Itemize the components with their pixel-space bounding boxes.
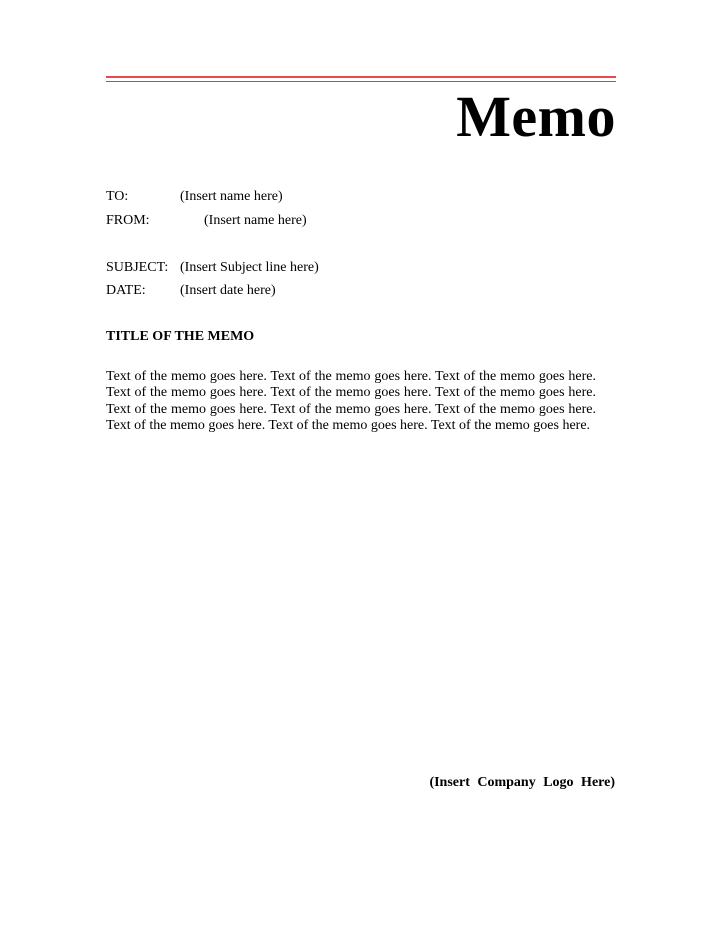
date-label: DATE:	[106, 283, 146, 298]
company-logo-placeholder: (Insert Company Logo Here)	[429, 775, 615, 790]
header-rule-top	[106, 76, 616, 78]
memo-heading: Memo	[456, 84, 616, 149]
memo-body-text: Text of the memo goes here. Text of the memo goes here. Text of the memo goes here. Text of the memo goes here. Text of the memo goes here. Text of the memo goes here. Text of the memo goes here. Text of the memo goes here. Text of the memo goes here. Text of the memo goes here. Text of the memo goes here. Text of the memo goes here.	[106, 369, 596, 433]
from-label: FROM:	[106, 213, 150, 228]
memo-title: TITLE OF THE MEMO	[106, 329, 255, 344]
subject-value: (Insert Subject line here)	[180, 260, 319, 275]
to-label: TO:	[106, 189, 129, 204]
from-value: (Insert name here)	[204, 213, 307, 228]
subject-label: SUBJECT:	[106, 260, 169, 275]
date-value: (Insert date here)	[180, 283, 276, 298]
to-value: (Insert name here)	[180, 189, 283, 204]
